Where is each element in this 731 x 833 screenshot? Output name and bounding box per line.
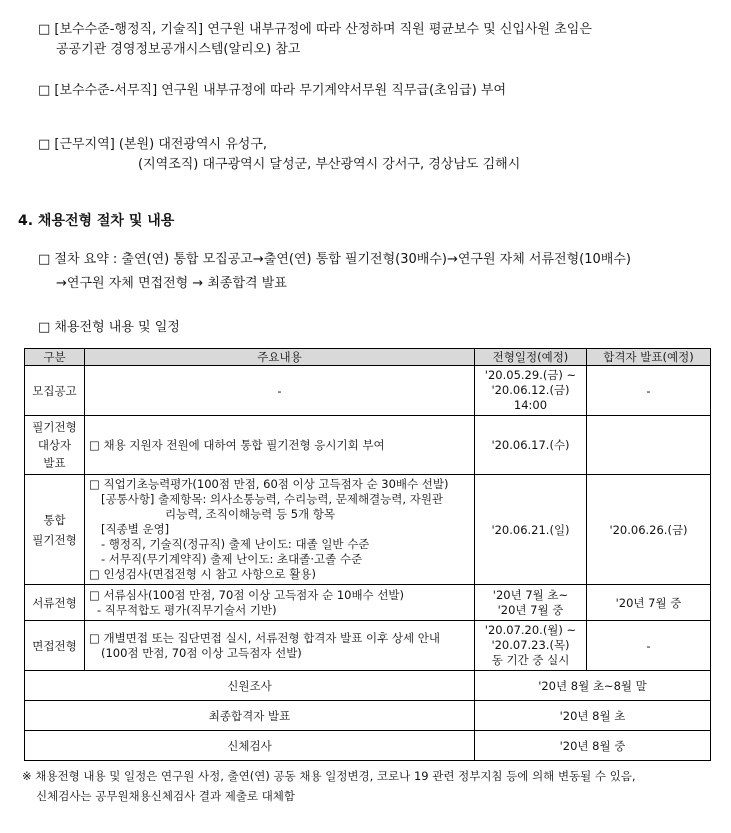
merged-schedule: '20년 8월 중 bbox=[475, 731, 711, 761]
footnote-line: ※ 채용전형 내용 및 일정은 연구원 사정, 출연(연) 공동 채용 일정변경, 코로나 19 관련 정부지침 등에 의해 변동될 수 있음, bbox=[22, 769, 636, 783]
row-schedule: '20년 7월 초~ '20년 7월 중 bbox=[475, 585, 587, 621]
table-row bbox=[25, 671, 711, 701]
bullet-work-location bbox=[38, 135, 520, 175]
row-result bbox=[587, 416, 711, 475]
row-content: □ 직업기초능력평가(100점 만점, 60점 이상 고득점자 순 30배수 선발) [공통사항] 출제항목: 의사소통능력, 수리능력, 문제해결능력, 자원관 리능력, 조직이해능력 등 5개 항목 [직종별 운영] - 행정직, 기술직(정규직) 출제 난이도: 대졸 일반 수준 - 서무직(무기계약직) 출제 난이도: 초대졸·고졸 수준 □ 인성검사(면접전형 시 참고 사항으로 활용) bbox=[85, 475, 475, 585]
footnote bbox=[22, 766, 636, 806]
bullet-line: □ [보수수준-행정직, 기술직] 연구원 내부규정에 따라 산정하며 직원 평균보수 및 신입사원 초임은 bbox=[38, 22, 592, 37]
row-category: 통합 필기전형 bbox=[25, 475, 85, 585]
row-content: □ 서류심사(100점 만점, 70점 이상 고득점자 순 10배수 선발) - 직무적합도 평가(직무기술서 기반) bbox=[85, 585, 475, 621]
header-content: 주요내용 bbox=[85, 349, 475, 366]
row-schedule: '20.06.21.(일) bbox=[475, 475, 587, 585]
table-row bbox=[25, 416, 711, 475]
row-schedule: '20.05.29.(금) ~ '20.06.12.(금) 14:00 bbox=[475, 366, 587, 416]
bullet-line: □ [보수수준-서무직] 연구원 내부규정에 따라 무기계약서무원 직무급(초임급) 부여 bbox=[38, 83, 507, 98]
row-content: - bbox=[85, 366, 475, 416]
row-result: '20.06.26.(금) bbox=[587, 475, 711, 585]
row-category: 필기전형 대상자 발표 bbox=[25, 416, 85, 475]
section-title: 4. 채용전형 절차 및 내용 bbox=[18, 213, 175, 229]
footnote-line: 신체검사는 공무원채용신체검사 결과 제출로 대체함 bbox=[36, 789, 296, 803]
row-result: - bbox=[587, 621, 711, 671]
table-row bbox=[25, 731, 711, 761]
table-row bbox=[25, 366, 711, 416]
summary-line: →연구원 자체 면접전형 → 최종합격 발표 bbox=[56, 276, 287, 291]
row-result: - bbox=[587, 366, 711, 416]
bullet-pay-clerical bbox=[38, 81, 506, 101]
table-row bbox=[25, 585, 711, 621]
schedule-table bbox=[24, 348, 711, 761]
row-content: □ 채용 지원자 전원에 대하여 통합 필기전형 응시기회 부여 bbox=[85, 416, 475, 475]
bullet-line: 공공기관 경영정보공개시스템(알리오) 참고 bbox=[56, 42, 301, 57]
row-schedule: '20.07.20.(월) ~ '20.07.23.(목) 동 기간 중 실시 bbox=[475, 621, 587, 671]
table-row bbox=[25, 475, 711, 585]
bullet-line: (지역조직) 대구광역시 달성군, 부산광역시 강서구, 경상남도 김해시 bbox=[138, 157, 521, 172]
merged-schedule: '20년 8월 초~8월 말 bbox=[475, 671, 711, 701]
row-schedule: '20.06.17.(수) bbox=[475, 416, 587, 475]
row-content: □ 개별면접 또는 집단면접 실시, 서류전형 합격자 발표 이후 상세 안내 (100점 만점, 70점 이상 고득점자 선발) bbox=[85, 621, 475, 671]
table-row bbox=[25, 701, 711, 731]
row-category: 면접전형 bbox=[25, 621, 85, 671]
schedule-heading: □ 채용전형 내용 및 일정 bbox=[38, 320, 180, 335]
merged-schedule: '20년 8월 초 bbox=[475, 701, 711, 731]
table-header-row bbox=[25, 349, 711, 366]
header-result: 합격자 발표(예정) bbox=[587, 349, 711, 366]
row-category: 모집공고 bbox=[25, 366, 85, 416]
row-category: 서류전형 bbox=[25, 585, 85, 621]
bullet-line: □ [근무지역] (본원) 대전광역시 유성구, bbox=[38, 137, 268, 152]
summary-line: □ 절차 요약 : 출연(연) 통합 모집공고→출연(연) 통합 필기전형(30배수)→연구원 자체 서류전형(10배수) bbox=[38, 252, 631, 267]
procedure-summary bbox=[38, 250, 631, 294]
table-row bbox=[25, 621, 711, 671]
header-schedule: 전형일정(예정) bbox=[475, 349, 587, 366]
bullet-pay-admin bbox=[38, 20, 592, 60]
header-category: 구분 bbox=[25, 349, 85, 366]
merged-label: 최종합격자 발표 bbox=[25, 701, 475, 731]
row-result: '20년 7월 중 bbox=[587, 585, 711, 621]
merged-label: 신체검사 bbox=[25, 731, 475, 761]
merged-label: 신원조사 bbox=[25, 671, 475, 701]
